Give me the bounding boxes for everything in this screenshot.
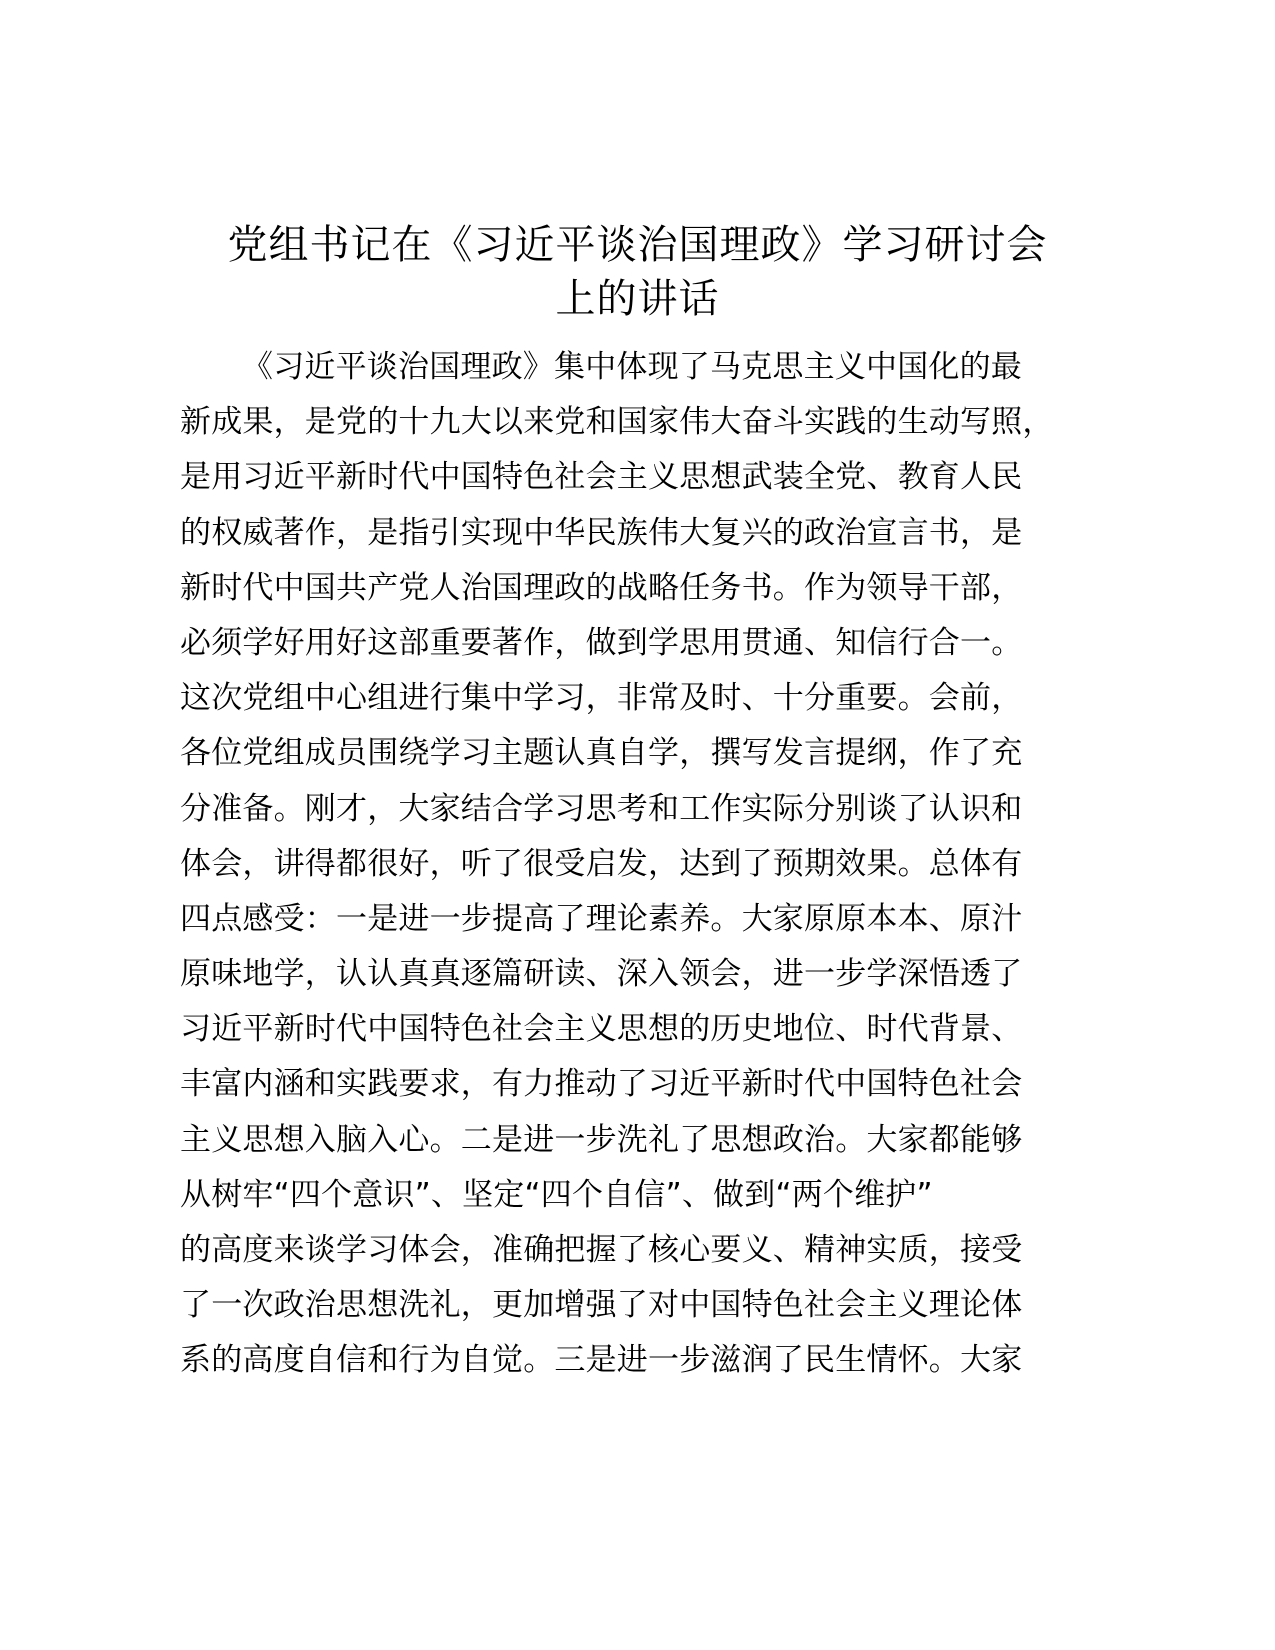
body-line: 主义思想入脑入心。二是进一步洗礼了思想政治。大家都能够 — [180, 1121, 1023, 1158]
body-line: 《习近平谈治国理政》集中体现了马克思主义中国化的最 — [242, 349, 1022, 385]
body-line: 新时代中国共产党人治国理政的战略任务书。作为领导干部， — [180, 569, 1023, 606]
body-line: 系的高度自信和行为自觉。三是进一步滋润了民生情怀。大家 — [180, 1342, 1023, 1379]
body-line: 新成果，是党的十九大以来党和国家伟大奋斗实践的生动写照， — [180, 404, 1054, 441]
body-line: 丰富内涵和实践要求，有力推动了习近平新时代中国特色社会 — [180, 1066, 1023, 1103]
body-line: 分准备。刚才，大家结合学习思考和工作实际分别谈了认识和 — [180, 790, 1023, 827]
body-line: 是用习近平新时代中国特色社会主义思想武装全党、教育人民 — [180, 459, 1023, 496]
title-line-1: 党组书记在《习近平谈治国理政》学习研讨会 — [227, 222, 1048, 268]
body-line: 习近平新时代中国特色社会主义思想的历史地位、时代背景、 — [180, 1011, 1023, 1048]
body-line: 这次党组中心组进行集中学习，非常及时、十分重要。会前， — [180, 680, 1023, 717]
body-paragraph — [180, 340, 1080, 1389]
body-line: 的权威著作，是指引实现中华民族伟大复兴的政治宣言书，是 — [180, 514, 1023, 551]
body-line: 体会，讲得都很好，听了很受启发，达到了预期效果。总体有 — [180, 845, 1023, 882]
body-line: 四点感受：一是进一步提高了理论素养。大家原原本本、原汁 — [180, 900, 1023, 937]
body-line: 从树牢“四个意识”、坚定“四个自信”、做到“两个维护” — [180, 1176, 933, 1213]
body-line: 了一次政治思想洗礼，更加增强了对中国特色社会主义理论体 — [180, 1287, 1023, 1324]
body-line: 原味地学，认认真真逐篇研读、深入领会，进一步学深悟透了 — [180, 956, 1023, 993]
body-line: 的高度来谈学习体会，准确把握了核心要义、精神实质，接受 — [180, 1232, 1023, 1268]
body-line: 各位党组成员围绕学习主题认真自学，撰写发言提纲，作了充 — [180, 735, 1023, 772]
body-line: 必须学好用好这部重要著作，做到学思用贯通、知信行合一。 — [180, 624, 1023, 661]
document-title — [150, 218, 1125, 326]
title-line-2: 上的讲话 — [555, 276, 720, 322]
